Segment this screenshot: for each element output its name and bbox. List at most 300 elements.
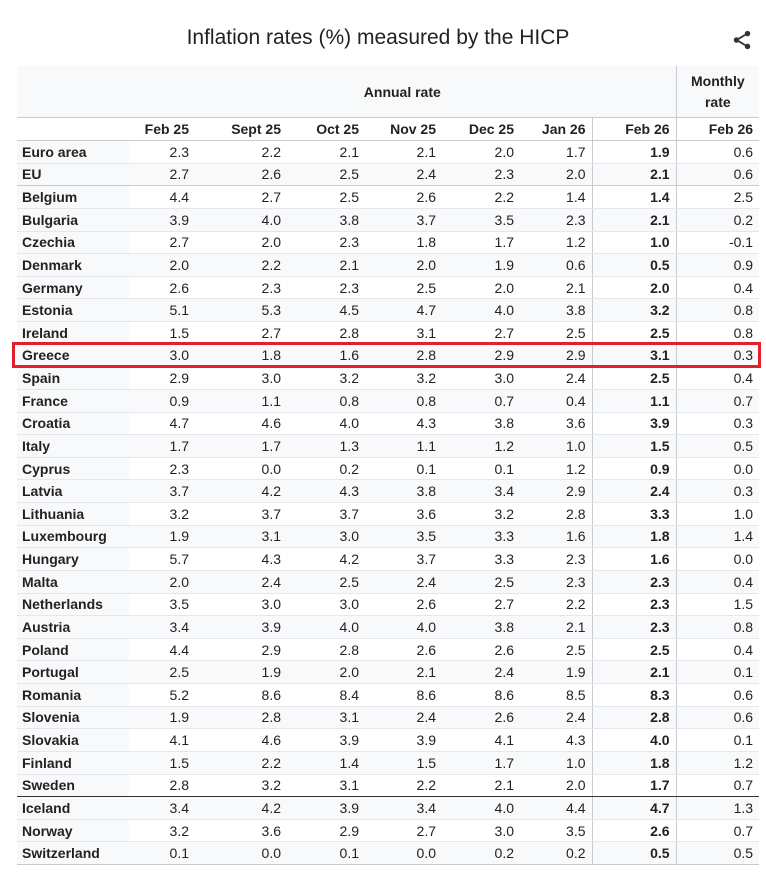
row-label: Romania [17,684,129,707]
table-cell: 0.4 [520,389,592,412]
table-cell: 0.3 [676,344,759,367]
table-cell: 0.8 [676,299,759,322]
table-cell: 0.6 [520,254,592,277]
table-cell: 0.4 [676,638,759,661]
table-cell: 2.3 [442,163,520,186]
table-cell: 4.2 [287,548,365,571]
row-label: Euro area [17,141,129,164]
table-cell: 4.2 [195,480,287,503]
table-cell: 1.2 [676,751,759,774]
table-cell: 2.0 [365,254,442,277]
table-cell: 1.3 [676,797,759,820]
table-row [17,412,759,435]
table-cell: 1.6 [520,525,592,548]
table-cell: 1.1 [195,389,287,412]
table-cell: 3.7 [195,503,287,526]
table-cell: 0.5 [676,842,759,865]
table-cell: 1.9 [129,706,195,729]
table-cell: 1.8 [195,344,287,367]
table-cell: 1.0 [676,503,759,526]
row-label: Sweden [17,774,129,797]
table-cell: 2.7 [442,593,520,616]
table-cell: 4.3 [195,548,287,571]
table-cell: 4.0 [442,299,520,322]
table-cell: 1.7 [592,774,676,797]
row-label: Croatia [17,412,129,435]
table-cell: 4.3 [365,412,442,435]
table-cell: 3.0 [287,525,365,548]
table-cell: 1.3 [287,435,365,458]
table-cell: 0.1 [129,842,195,865]
table-cell: 3.9 [592,412,676,435]
table-cell: 2.4 [365,163,442,186]
table-cell: 5.2 [129,684,195,707]
table-cell: 2.2 [365,774,442,797]
table-cell: 1.4 [592,186,676,209]
row-label: Ireland [17,322,129,345]
table-cell: 2.1 [365,141,442,164]
table-cell: 1.4 [676,525,759,548]
table-cell: 3.3 [592,503,676,526]
row-label: Lithuania [17,503,129,526]
table-cell: 3.8 [365,480,442,503]
table-cell: 3.3 [442,548,520,571]
table-cell: 1.5 [129,322,195,345]
table-cell: 2.4 [520,367,592,390]
row-label: Finland [17,751,129,774]
table-cell: 2.1 [520,616,592,639]
table-cell: 2.5 [676,186,759,209]
row-label: Hungary [17,548,129,571]
table-cell: 4.7 [365,299,442,322]
table-cell: 4.4 [129,186,195,209]
table-cell: 4.2 [195,797,287,820]
table-cell: 2.8 [195,706,287,729]
table-cell: 4.0 [287,412,365,435]
table-cell: 2.8 [287,638,365,661]
table-row [17,503,759,526]
table-cell: 4.3 [287,480,365,503]
table-cell: 4.4 [129,638,195,661]
table-cell: 0.9 [592,457,676,480]
table-cell: 0.5 [592,842,676,865]
table-cell: 0.0 [365,842,442,865]
table-row [17,548,759,571]
table-cell: 2.0 [287,661,365,684]
table-cell: 3.5 [129,593,195,616]
table-cell: 1.0 [592,231,676,254]
table-cell: 3.2 [365,367,442,390]
table-cell: 8.6 [365,684,442,707]
table-cell: 1.9 [592,141,676,164]
table-cell: 3.8 [442,412,520,435]
table-cell: 2.8 [129,774,195,797]
table-cell: 2.1 [287,141,365,164]
table-cell: 2.2 [195,751,287,774]
table-cell: 1.9 [195,661,287,684]
table-cell: 0.8 [676,322,759,345]
table-cell: 2.4 [520,706,592,729]
header-corner [17,66,129,118]
table-cell: 0.1 [676,729,759,752]
table-cell: 3.6 [195,819,287,842]
table-cell: 2.0 [129,570,195,593]
table-cell: 4.5 [287,299,365,322]
row-label: Norway [17,819,129,842]
table-cell: 1.5 [129,751,195,774]
table-cell: 3.1 [365,322,442,345]
row-label: Belgium [17,186,129,209]
table-cell: 1.9 [442,254,520,277]
table-cell: 2.1 [365,661,442,684]
table-cell: 4.7 [592,797,676,820]
table-cell: 2.2 [442,186,520,209]
table-row [17,435,759,458]
inflation-table [17,66,759,865]
table-cell: 2.3 [592,593,676,616]
table-cell: 1.1 [592,389,676,412]
table-cell: 1.7 [129,435,195,458]
table-cell: 1.5 [365,751,442,774]
table-row [17,729,759,752]
table-cell: 1.7 [442,231,520,254]
table-row [17,525,759,548]
row-label: France [17,389,129,412]
column-header-6: Feb 26 [592,118,676,141]
table-cell: 0.5 [592,254,676,277]
monthly-rate-header: Monthly rate [676,66,759,118]
row-label: Estonia [17,299,129,322]
table-cell: 3.5 [442,208,520,231]
table-cell: 3.7 [365,208,442,231]
table-cell: 2.5 [592,367,676,390]
table-cell: 3.2 [592,299,676,322]
table-cell: 2.7 [129,163,195,186]
table-cell: 2.0 [442,141,520,164]
table-cell: 2.6 [592,819,676,842]
row-label: EU [17,163,129,186]
table-cell: 2.3 [592,570,676,593]
table-cell: 1.6 [287,344,365,367]
table-cell: 0.3 [676,480,759,503]
table-cell: 3.2 [129,503,195,526]
table-cell: 2.0 [195,231,287,254]
table-cell: 3.7 [365,548,442,571]
table-cell: 0.8 [365,389,442,412]
table-cell: 3.2 [195,774,287,797]
table-cell: 2.3 [520,548,592,571]
table-cell: 1.7 [520,141,592,164]
table-cell: 1.4 [287,751,365,774]
table-cell: 0.5 [676,435,759,458]
table-cell: 3.0 [442,367,520,390]
table-cell: 2.5 [592,322,676,345]
table-cell: 2.5 [365,276,442,299]
table-cell: 2.3 [129,141,195,164]
table-row [17,706,759,729]
table-row [17,276,759,299]
table-cell: 3.0 [442,819,520,842]
table-cell: 2.5 [287,186,365,209]
table-cell: 2.6 [195,163,287,186]
table-cell: 0.2 [287,457,365,480]
table-cell: 1.8 [592,751,676,774]
table-cell: 0.9 [676,254,759,277]
table-row [17,661,759,684]
table-cell: 2.7 [195,322,287,345]
table-cell: 3.8 [442,616,520,639]
table-cell: 2.0 [442,276,520,299]
table-cell: 4.0 [287,616,365,639]
table-cell: 3.5 [520,819,592,842]
table-cell: 3.4 [442,480,520,503]
table-row [17,186,759,209]
table-cell: 3.6 [520,412,592,435]
row-label: Latvia [17,480,129,503]
table-cell: 2.0 [592,276,676,299]
table-cell: 0.9 [129,389,195,412]
table-cell: 1.6 [592,548,676,571]
table-cell: 0.6 [676,684,759,707]
table-cell: 0.2 [442,842,520,865]
row-label: Denmark [17,254,129,277]
table-cell: 3.2 [287,367,365,390]
table-cell: 2.7 [365,819,442,842]
table-row [17,322,759,345]
table-cell: 3.2 [129,819,195,842]
table-cell: 2.5 [520,322,592,345]
table-cell: 0.7 [442,389,520,412]
table-row [17,684,759,707]
table-cell: 2.1 [592,208,676,231]
chart-title: Inflation rates (%) measured by the HICP [186,26,570,49]
row-label: Italy [17,435,129,458]
table-row [17,480,759,503]
table-cell: 3.5 [365,525,442,548]
table-row [17,819,759,842]
table-cell: 4.0 [442,797,520,820]
table-cell: 0.0 [676,457,759,480]
table-cell: 0.8 [287,389,365,412]
table-row [17,389,759,412]
table-cell: 0.1 [442,457,520,480]
table-cell: 3.0 [195,367,287,390]
table-cell: 1.1 [365,435,442,458]
table-cell: 3.9 [195,616,287,639]
row-label: Slovenia [17,706,129,729]
table-cell: 2.9 [442,344,520,367]
table-cell: 2.8 [365,344,442,367]
table-cell: 1.9 [520,661,592,684]
table-cell: 3.1 [195,525,287,548]
table-cell: 2.8 [592,706,676,729]
table-cell: 1.7 [195,435,287,458]
table-cell: 0.7 [676,774,759,797]
table-cell: 2.6 [365,593,442,616]
table-cell: 3.0 [129,344,195,367]
table-cell: 0.6 [676,141,759,164]
table-row [17,797,759,820]
table-cell: 0.8 [676,616,759,639]
table-cell: 2.3 [129,457,195,480]
table-cell: 3.8 [520,299,592,322]
table-cell: 4.0 [592,729,676,752]
row-label: Bulgaria [17,208,129,231]
column-header-blank [17,118,129,141]
table-cell: 2.9 [195,638,287,661]
table-cell: 0.4 [676,276,759,299]
table-cell: 4.3 [520,729,592,752]
table-cell: 3.9 [287,797,365,820]
table-row [17,254,759,277]
table-cell: 3.7 [287,503,365,526]
table-cell: 3.3 [442,525,520,548]
table-cell: 2.9 [129,367,195,390]
table-row [17,141,759,164]
table-cell: 1.2 [520,457,592,480]
table-row [17,616,759,639]
share-icon[interactable] [731,29,753,51]
row-label: Slovakia [17,729,129,752]
table-cell: 2.9 [520,344,592,367]
table-cell: 1.8 [592,525,676,548]
table-cell: 0.0 [195,457,287,480]
table-cell: 2.2 [195,141,287,164]
table-cell: 2.4 [195,570,287,593]
table-cell: 1.5 [592,435,676,458]
table-cell: 4.6 [195,729,287,752]
row-label: Poland [17,638,129,661]
table-cell: 3.1 [287,706,365,729]
table-cell: 1.0 [520,435,592,458]
table-cell: 4.0 [365,616,442,639]
table-cell: 0.1 [365,457,442,480]
table-cell: 4.6 [195,412,287,435]
table-cell: 2.5 [287,163,365,186]
table-cell: 2.1 [592,163,676,186]
table-cell: 3.4 [129,616,195,639]
table-cell: 2.2 [520,593,592,616]
column-header-4: Dec 25 [442,118,520,141]
row-label: Austria [17,616,129,639]
table-row [17,163,759,186]
table-cell: 1.5 [676,593,759,616]
table-cell: 3.7 [129,480,195,503]
table-cell: 0.0 [195,842,287,865]
table-cell: 1.4 [520,186,592,209]
table-row [17,774,759,797]
table-cell: 2.5 [287,570,365,593]
table-cell: 3.0 [195,593,287,616]
table-cell: 3.1 [592,344,676,367]
table-cell: 4.4 [520,797,592,820]
table-cell: 5.1 [129,299,195,322]
table-cell: 8.4 [287,684,365,707]
table-cell: 0.2 [676,208,759,231]
table-cell: 4.1 [442,729,520,752]
table-cell: 1.2 [520,231,592,254]
table-cell: 8.6 [442,684,520,707]
row-label: Portugal [17,661,129,684]
table-cell: 2.0 [520,774,592,797]
table-cell: 2.9 [287,819,365,842]
table-cell: 2.7 [129,231,195,254]
row-label: Netherlands [17,593,129,616]
table-cell: 0.4 [676,570,759,593]
row-label: Malta [17,570,129,593]
table-cell: 2.1 [287,254,365,277]
table-cell: 8.5 [520,684,592,707]
row-label: Greece [17,344,129,367]
table-cell: 5.3 [195,299,287,322]
table-cell: 2.8 [287,322,365,345]
table-cell: 2.6 [365,186,442,209]
table-cell: 3.6 [365,503,442,526]
table-cell: 0.0 [676,548,759,571]
table-cell: 2.8 [520,503,592,526]
table-cell: 2.0 [520,163,592,186]
table-cell: 2.5 [520,638,592,661]
table-cell: 2.1 [592,661,676,684]
column-header-0: Feb 25 [129,118,195,141]
table-cell: 2.2 [195,254,287,277]
table-cell: 2.3 [592,616,676,639]
table-cell: 4.1 [129,729,195,752]
table-cell: 0.2 [520,842,592,865]
annual-rate-header: Annual rate [129,66,676,118]
table-cell: 2.4 [365,706,442,729]
table-cell: 1.0 [520,751,592,774]
table-cell: 2.4 [442,661,520,684]
table-cell: 2.1 [442,774,520,797]
table-cell: 2.6 [365,638,442,661]
table-cell: 3.2 [442,503,520,526]
table-cell: 2.7 [442,322,520,345]
table-cell: 2.3 [520,570,592,593]
table-cell: 2.1 [520,276,592,299]
table-cell: 8.6 [195,684,287,707]
table-cell: -0.1 [676,231,759,254]
column-header-7: Feb 26 [676,118,759,141]
table-cell: 3.4 [365,797,442,820]
table-cell: 0.6 [676,706,759,729]
table-cell: 1.9 [129,525,195,548]
table-cell: 2.7 [195,186,287,209]
table-cell: 0.7 [676,389,759,412]
table-cell: 2.9 [520,480,592,503]
row-label: Germany [17,276,129,299]
table-cell: 4.7 [129,412,195,435]
table-cell: 0.3 [676,412,759,435]
table-cell: 2.3 [287,231,365,254]
table-body [17,141,759,865]
row-label: Cyprus [17,457,129,480]
table-row [17,457,759,480]
table-cell: 0.7 [676,819,759,842]
table-cell: 2.3 [520,208,592,231]
table-row [17,593,759,616]
table-row [17,751,759,774]
table-cell: 2.3 [287,276,365,299]
table-cell: 2.0 [129,254,195,277]
table-cell: 2.5 [442,570,520,593]
table-cell: 1.2 [442,435,520,458]
table-cell: 1.8 [365,231,442,254]
table-row [17,344,759,367]
row-label: Switzerland [17,842,129,865]
row-label: Luxembourg [17,525,129,548]
table-cell: 0.4 [676,367,759,390]
